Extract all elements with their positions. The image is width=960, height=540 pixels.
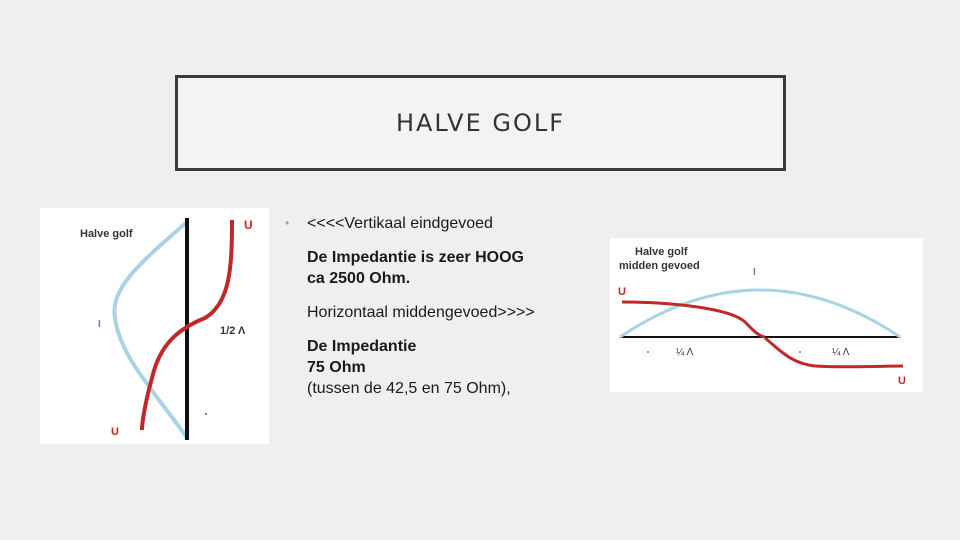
end-fed-title: Halve golf bbox=[80, 228, 133, 240]
impedance-low-line3: (tussen de 42,5 en 75 Ohm), bbox=[307, 380, 511, 397]
center-fed-title-line1: Halve golf bbox=[635, 246, 688, 258]
center-fed-u-left-label: U bbox=[618, 286, 626, 298]
bullet-item bbox=[285, 213, 595, 234]
end-fed-diagram bbox=[40, 208, 269, 444]
center-fed-i-label: I bbox=[753, 267, 756, 278]
end-fed-i-label: I bbox=[98, 319, 101, 330]
center-fed-diagram bbox=[610, 238, 923, 392]
current-curve bbox=[620, 290, 900, 337]
horizontal-feed-text: Horizontaal middengevoed>>>> bbox=[307, 304, 535, 321]
center-fed-diagram-svg bbox=[610, 238, 923, 392]
center-fed-u-right-label: U bbox=[898, 375, 906, 387]
current-curve bbox=[114, 222, 187, 438]
title-box bbox=[175, 75, 786, 171]
end-fed-u-bottom-label: U bbox=[111, 426, 119, 438]
slide-title: HALVE GOLF bbox=[395, 109, 566, 137]
center-fed-title-line2: midden gevoed bbox=[619, 260, 700, 272]
end-fed-u-top-label: U bbox=[244, 218, 253, 232]
end-fed-half-lambda-label: 1/2 Λ bbox=[220, 325, 246, 337]
impedance-low-line1: De Impedantie bbox=[307, 338, 417, 355]
center-fed-quarter-left-label: ¼ Λ bbox=[676, 347, 694, 358]
dot-mark-right bbox=[799, 351, 801, 353]
impedance-high-line2: ca 2500 Ohm. bbox=[307, 270, 411, 287]
impedance-low-line2: 75 Ohm bbox=[307, 359, 366, 376]
dot-mark bbox=[205, 413, 207, 415]
bullet-dot-icon: • bbox=[285, 216, 290, 230]
center-fed-quarter-right-label: ¼ Λ bbox=[832, 347, 850, 358]
dot-mark-left bbox=[647, 351, 649, 353]
slide-content bbox=[285, 213, 595, 399]
bullet-text: <<<<Vertikaal eindgevoed bbox=[307, 215, 493, 232]
voltage-curve-left bbox=[622, 302, 765, 337]
end-fed-diagram-svg bbox=[40, 208, 269, 444]
impedance-high-line1: De Impedantie is zeer HOOG bbox=[307, 249, 524, 266]
